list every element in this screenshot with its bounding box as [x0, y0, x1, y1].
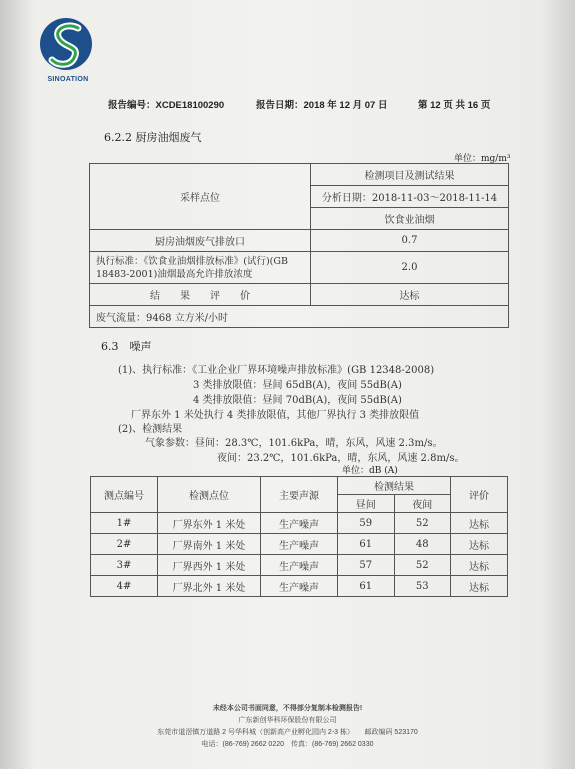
analysis-date: 分析日期：2018-11-03～2018-11-14 — [311, 186, 509, 208]
table-row — [91, 534, 508, 555]
cell-source: 生产噪声 — [261, 576, 338, 597]
limit-note: 厂界东外 1 米处执行 4 类排放限值，其他厂界执行 3 类排放限值 — [131, 410, 420, 421]
report-number: 报告编号：XCDE18100290 — [108, 100, 225, 111]
weather-day: 气象参数：昼间：28.3℃，101.6kPa，晴，东风，风速 2.3m/s。 — [145, 438, 443, 449]
table-row — [90, 230, 509, 252]
cell-night: 48 — [394, 534, 451, 555]
col-header-results: 检测结果 — [338, 477, 451, 495]
footer-address: 东莞市道滘镇万道路 2 号华科城（创新高产业孵化园内 2-3 栋） 邮政编码 523170 — [157, 729, 418, 736]
cell-source: 生产噪声 — [261, 534, 338, 555]
logo-wordmark: SINOATION — [47, 76, 89, 83]
cell-night: 53 — [394, 576, 451, 597]
col-header-evaluation: 评价 — [451, 477, 508, 513]
cell-source: 生产噪声 — [261, 555, 338, 576]
cell-point-no: 4# — [91, 576, 158, 597]
noise-results-table — [90, 476, 508, 597]
row-value: 2.0 — [311, 252, 509, 284]
col-header-location: 检测点位 — [158, 477, 261, 513]
results-subtitle: (2)、检测结果 — [118, 424, 183, 435]
footer-company: 广东新创华科环保股份有限公司 — [238, 717, 337, 724]
cell-source: 生产噪声 — [261, 513, 338, 534]
exhaust-flow: 废气流量：9468 立方米/小时 — [90, 306, 509, 328]
company-logo-icon — [36, 14, 96, 84]
table-row — [91, 576, 508, 597]
class3-limit: 3 类排放限值：昼间 65dB(A)，夜间 55dB(A) — [193, 380, 402, 391]
report-date: 报告日期：2018 年 12 月 07 日 — [256, 100, 388, 111]
table-row — [91, 513, 508, 534]
cell-location: 厂界北外 1 米处 — [158, 576, 261, 597]
cell-evaluation: 达标 — [451, 555, 508, 576]
cell-location: 厂界南外 1 米处 — [158, 534, 261, 555]
cell-evaluation: 达标 — [451, 513, 508, 534]
cell-point-no: 2# — [91, 534, 158, 555]
table-row — [90, 284, 509, 306]
section-title-noise: 6.3 噪声 — [101, 340, 152, 353]
footer-contact: 电话：(86-769) 2662 0220 传真：(86-769) 2662 0330 — [201, 741, 374, 748]
section-title-kitchen-fume: 6.2.2 厨房油烟废气 — [104, 131, 202, 144]
cell-night: 52 — [394, 555, 451, 576]
cell-location: 厂界西外 1 米处 — [158, 555, 261, 576]
page-number: 第 12 页 共 16 页 — [418, 100, 491, 111]
cell-evaluation: 达标 — [451, 534, 508, 555]
table-row — [90, 252, 509, 284]
table-row — [91, 555, 508, 576]
fume-results-table — [89, 163, 509, 328]
row-value: 达标 — [311, 284, 509, 306]
cell-night: 52 — [394, 513, 451, 534]
row-label: 执行标准：《饮食业油烟排放标准》(试行)(GB 18483-2001)油烟最高允许排放浓度 — [90, 252, 311, 284]
col-header-day: 昼间 — [338, 495, 395, 513]
col-header-night: 夜间 — [394, 495, 451, 513]
row-label: 结 果 评 价 — [90, 284, 311, 306]
cell-evaluation: 达标 — [451, 576, 508, 597]
weather-night: 夜间：23.2℃，101.6kPa，晴，东风，风速 2.8m/s。 — [217, 453, 465, 464]
cell-day: 61 — [338, 534, 395, 555]
cell-day: 61 — [338, 576, 395, 597]
row-value: 0.7 — [311, 230, 509, 252]
col-header-source: 主要声源 — [261, 477, 338, 513]
standard-line: (1)、执行标准：《工业企业厂界环境噪声排放标准》(GB 12348-2008) — [118, 365, 435, 376]
unit-label-fume: 单位：mg/m³ — [454, 154, 511, 164]
col-header-point-no: 测点编号 — [91, 477, 158, 513]
cell-location: 厂界东外 1 米处 — [158, 513, 261, 534]
col-header-sample-point: 采样点位 — [90, 164, 311, 230]
cell-point-no: 1# — [91, 513, 158, 534]
cell-day: 59 — [338, 513, 395, 534]
class4-limit: 4 类排放限值：昼间 70dB(A)，夜间 55dB(A) — [193, 395, 402, 406]
unit-label-noise: 单位：dB (A) — [342, 466, 398, 476]
row-label: 厨房油烟废气排放口 — [90, 230, 311, 252]
col-header-results: 检测项目及测试结果 — [311, 164, 509, 186]
footer-copy-notice: 未经本公司书面同意，不得部分复制本检测报告! — [212, 705, 363, 712]
cell-point-no: 3# — [91, 555, 158, 576]
test-item: 饮食业油烟 — [311, 208, 509, 230]
cell-day: 57 — [338, 555, 395, 576]
